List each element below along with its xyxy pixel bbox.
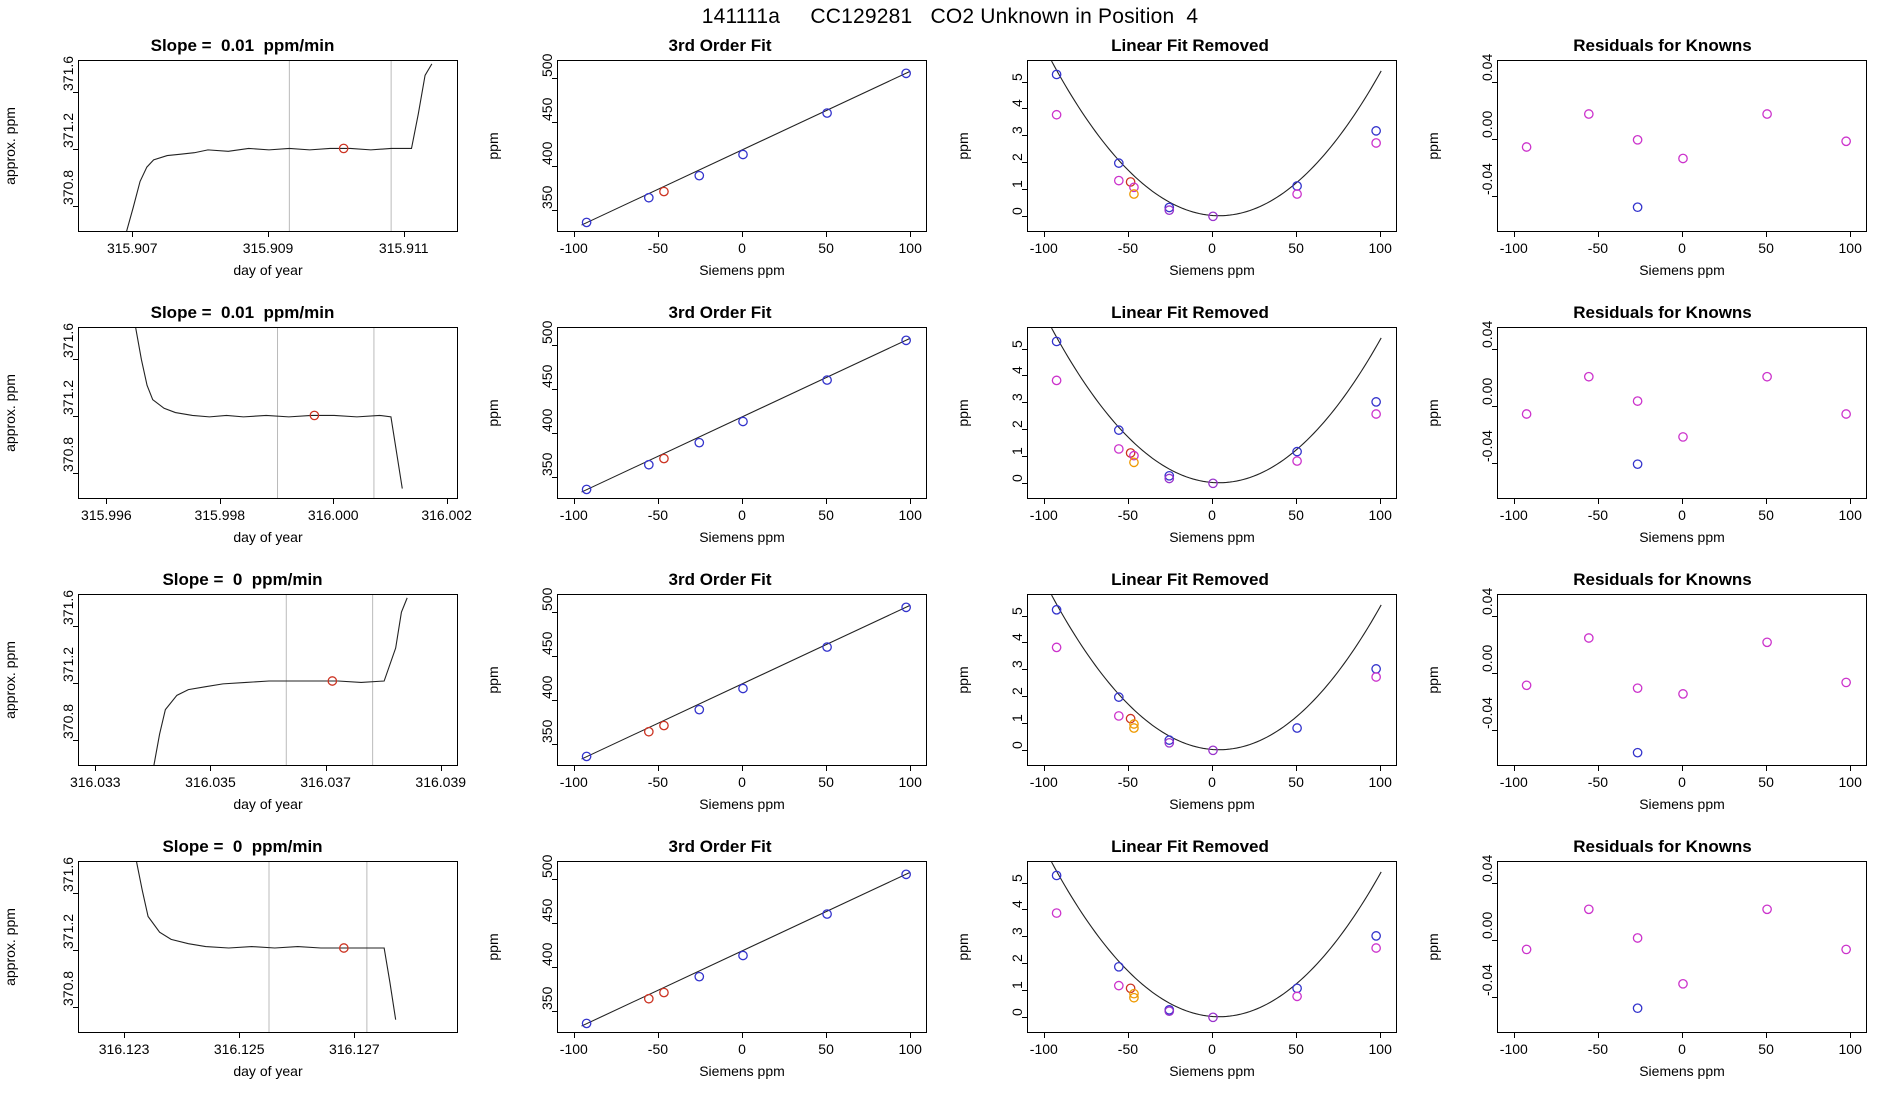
y-axis-label: approx. ppm xyxy=(2,374,18,452)
x-tick-label: -100 xyxy=(559,507,588,523)
x-tick-label: 0 xyxy=(738,774,746,790)
x-tick-mark xyxy=(1128,499,1129,504)
x-tick-mark xyxy=(1212,499,1213,504)
x-tick-label: -100 xyxy=(559,774,588,790)
x-tick-mark xyxy=(742,499,743,504)
plot-panel-time-trace: Slope = 0.01 ppm/min 315.996 315.998 316.000 316.002 370.8 371.2 371.6 day of year approx. ppm xyxy=(0,295,485,562)
x-tick-mark xyxy=(910,766,911,771)
panel-title: Residuals for Knowns xyxy=(1573,837,1752,856)
y-axis-label: ppm xyxy=(955,933,971,961)
x-tick-mark xyxy=(1598,766,1599,771)
x-tick-mark xyxy=(826,1033,827,1038)
y-tick-mark xyxy=(1022,909,1027,910)
y-tick-mark xyxy=(1492,349,1497,350)
plot-panel-third-order-fit: 3rd Order Fit -100 -50 0 50 100 350 400 450 500 Siemens ppm ppm xyxy=(485,295,955,562)
x-axis-label: day of year xyxy=(233,1063,303,1079)
x-tick-label: 50 xyxy=(1288,1041,1304,1057)
plot-area xyxy=(557,327,927,499)
panel-title: Residuals for Knowns xyxy=(1573,570,1752,589)
panel-title: Linear Fit Removed xyxy=(1111,303,1269,322)
x-tick-label: 316.037 xyxy=(300,774,351,790)
x-tick-mark xyxy=(1682,232,1683,237)
y-tick-mark xyxy=(1022,108,1027,109)
x-tick-mark xyxy=(1766,499,1767,504)
x-tick-label: 316.002 xyxy=(421,507,472,523)
x-tick-label: 50 xyxy=(1758,1041,1774,1057)
x-tick-label: 315.911 xyxy=(378,240,429,256)
y-tick-mark xyxy=(73,359,78,360)
x-tick-mark xyxy=(1598,232,1599,237)
y-tick-mark xyxy=(552,345,557,346)
x-tick-mark xyxy=(1598,499,1599,504)
x-tick-label: 315.998 xyxy=(194,507,246,523)
x-tick-mark xyxy=(826,499,827,504)
y-axis-label: approx. ppm xyxy=(2,908,18,986)
x-tick-label: -50 xyxy=(1587,240,1609,256)
y-tick-mark xyxy=(552,1011,557,1012)
x-tick-mark xyxy=(910,499,911,504)
y-tick-mark xyxy=(1022,963,1027,964)
x-axis-label: Siemens ppm xyxy=(699,1063,785,1079)
x-tick-label: -50 xyxy=(1117,240,1139,256)
x-tick-mark xyxy=(1044,766,1045,771)
x-tick-label: 100 xyxy=(898,774,922,790)
x-tick-label: 316.125 xyxy=(213,1041,265,1057)
plot-panel-residuals-for-knowns: Residuals for Knowns -100 -50 0 50 100 -0.04 0.00 0.04 Siemens ppm ppm xyxy=(1425,829,1900,1096)
x-tick-mark xyxy=(1850,766,1851,771)
x-tick-mark xyxy=(1380,1033,1381,1038)
x-tick-mark xyxy=(1380,766,1381,771)
y-tick-mark xyxy=(1492,997,1497,998)
x-tick-label: 0 xyxy=(1208,1041,1216,1057)
y-tick-mark xyxy=(1022,456,1027,457)
x-tick-label: 100 xyxy=(898,240,922,256)
y-axis-label: ppm xyxy=(1425,132,1441,160)
plot-panel-third-order-fit: 3rd Order Fit -100 -50 0 50 100 350 400 450 500 Siemens ppm ppm xyxy=(485,28,955,295)
x-tick-label: 50 xyxy=(1758,774,1774,790)
panel-title: Linear Fit Removed xyxy=(1111,837,1269,856)
y-axis-label: ppm xyxy=(955,132,971,160)
x-tick-mark xyxy=(1296,499,1297,504)
x-tick-mark xyxy=(95,766,96,771)
x-tick-mark xyxy=(1296,1033,1297,1038)
y-tick-mark xyxy=(1022,429,1027,430)
y-tick-mark xyxy=(1022,189,1027,190)
x-tick-label: 50 xyxy=(1288,774,1304,790)
x-tick-mark xyxy=(404,232,405,237)
y-tick-mark xyxy=(1022,162,1027,163)
y-axis-label: ppm xyxy=(955,399,971,427)
x-tick-mark xyxy=(1766,232,1767,237)
plot-area xyxy=(78,327,458,499)
x-tick-label: -100 xyxy=(1499,240,1528,256)
y-tick-mark xyxy=(1022,642,1027,643)
y-tick-mark xyxy=(1022,402,1027,403)
x-tick-label: -100 xyxy=(1029,240,1058,256)
panel-row xyxy=(0,295,1900,562)
y-tick-mark xyxy=(552,210,557,211)
y-tick-mark xyxy=(552,612,557,613)
plot-panel-linear-fit-removed: Linear Fit Removed -100 -50 0 50 100 0 1 2 3 4 5 Siemens ppm ppm xyxy=(955,562,1425,829)
x-tick-mark xyxy=(1682,499,1683,504)
x-tick-mark xyxy=(333,499,334,504)
x-tick-mark xyxy=(1598,1033,1599,1038)
x-tick-mark xyxy=(210,766,211,771)
x-axis-label: Siemens ppm xyxy=(699,262,785,278)
x-tick-mark xyxy=(1682,766,1683,771)
x-tick-label: -50 xyxy=(1117,774,1139,790)
plot-area xyxy=(78,60,458,232)
x-tick-mark xyxy=(1128,766,1129,771)
plot-panel-time-trace: Slope = 0.01 ppm/min 315.907 315.909 315.911 370.8 371.2 371.6 day of year approx. ppm xyxy=(0,28,485,295)
plot-panel-residuals-for-knowns: Residuals for Knowns -100 -50 0 50 100 -0.04 0.00 0.04 Siemens ppm ppm xyxy=(1425,295,1900,562)
x-tick-label: 0 xyxy=(738,240,746,256)
panel-title: 3rd Order Fit xyxy=(668,36,772,55)
y-tick-mark xyxy=(552,967,557,968)
y-tick-mark xyxy=(1022,483,1027,484)
plot-area xyxy=(557,60,927,232)
y-tick-mark xyxy=(1022,883,1027,884)
y-axis-label: ppm xyxy=(1425,933,1441,961)
x-tick-mark xyxy=(574,1033,575,1038)
panel-row xyxy=(0,28,1900,295)
plot-area xyxy=(1497,60,1867,232)
x-tick-label: 316.039 xyxy=(415,774,467,790)
x-tick-mark xyxy=(742,1033,743,1038)
y-axis-label: ppm xyxy=(485,933,501,961)
y-axis-label: ppm xyxy=(1425,399,1441,427)
x-tick-mark xyxy=(1296,766,1297,771)
x-tick-mark xyxy=(910,232,911,237)
panel-row xyxy=(0,562,1900,829)
x-tick-label: 0 xyxy=(738,507,746,523)
x-tick-mark xyxy=(268,232,269,237)
y-tick-mark xyxy=(1022,669,1027,670)
plot-area xyxy=(1027,594,1397,766)
plot-area xyxy=(78,594,458,766)
y-tick-mark xyxy=(1022,349,1027,350)
plot-panel-third-order-fit: 3rd Order Fit -100 -50 0 50 100 350 400 450 500 Siemens ppm ppm xyxy=(485,829,955,1096)
x-tick-label: 50 xyxy=(1758,240,1774,256)
y-tick-mark xyxy=(552,166,557,167)
x-tick-label: 50 xyxy=(818,240,834,256)
x-tick-label: 316.000 xyxy=(307,507,359,523)
y-tick-mark xyxy=(1022,750,1027,751)
plot-area xyxy=(1027,861,1397,1033)
x-tick-mark xyxy=(220,499,221,504)
y-tick-mark xyxy=(73,149,78,150)
x-tick-label: -50 xyxy=(647,240,669,256)
y-tick-mark xyxy=(73,416,78,417)
y-tick-mark xyxy=(1022,1017,1027,1018)
x-tick-label: 0 xyxy=(1678,1041,1686,1057)
x-tick-label: 100 xyxy=(1838,240,1862,256)
x-axis-label: Siemens ppm xyxy=(1169,1063,1255,1079)
x-tick-label: 315.907 xyxy=(106,240,158,256)
x-tick-mark xyxy=(574,766,575,771)
y-tick-mark xyxy=(1022,990,1027,991)
x-axis-label: day of year xyxy=(233,529,303,545)
y-tick-mark xyxy=(1022,135,1027,136)
x-tick-mark xyxy=(1766,1033,1767,1038)
plot-panel-third-order-fit: 3rd Order Fit -100 -50 0 50 100 350 400 450 500 Siemens ppm ppm xyxy=(485,562,955,829)
y-tick-mark xyxy=(1492,406,1497,407)
y-axis-label: approx. ppm xyxy=(2,641,18,719)
panel-title: Residuals for Knowns xyxy=(1573,303,1752,322)
page-title: 141111a CC129281 CO2 Unknown in Position 4 xyxy=(701,5,1199,28)
plot-panel-linear-fit-removed: Linear Fit Removed -100 -50 0 50 100 0 1 2 3 4 5 Siemens ppm ppm xyxy=(955,28,1425,295)
panel-title: Linear Fit Removed xyxy=(1111,36,1269,55)
y-tick-mark xyxy=(73,626,78,627)
x-tick-label: 316.123 xyxy=(98,1041,150,1057)
y-tick-mark xyxy=(1492,196,1497,197)
x-tick-mark xyxy=(1212,232,1213,237)
x-tick-label: 316.035 xyxy=(185,774,236,790)
y-tick-mark xyxy=(1022,723,1027,724)
y-tick-mark xyxy=(552,700,557,701)
x-tick-label: 315.996 xyxy=(81,507,132,523)
x-tick-label: -100 xyxy=(1499,1041,1528,1057)
x-tick-mark xyxy=(742,232,743,237)
y-tick-mark xyxy=(73,893,78,894)
y-tick-mark xyxy=(1022,696,1027,697)
plot-panel-residuals-for-knowns: Residuals for Knowns -100 -50 0 50 100 -0.04 0.00 0.04 Siemens ppm ppm xyxy=(1425,562,1900,829)
x-tick-label: 0 xyxy=(1208,240,1216,256)
y-tick-mark xyxy=(552,923,557,924)
y-tick-mark xyxy=(552,879,557,880)
x-tick-label: -100 xyxy=(1499,507,1528,523)
panel-title: Slope = 0 ppm/min xyxy=(162,570,323,589)
x-tick-label: 315.909 xyxy=(242,240,294,256)
x-tick-label: 100 xyxy=(898,507,922,523)
y-tick-mark xyxy=(1022,82,1027,83)
x-tick-label: 100 xyxy=(1838,507,1862,523)
y-axis-label: approx. ppm xyxy=(2,107,18,185)
x-tick-mark xyxy=(1682,1033,1683,1038)
x-tick-label: -50 xyxy=(647,1041,669,1057)
x-tick-mark xyxy=(574,232,575,237)
y-tick-mark xyxy=(552,744,557,745)
plot-area xyxy=(78,861,458,1033)
y-tick-mark xyxy=(1492,673,1497,674)
x-axis-label: Siemens ppm xyxy=(699,529,785,545)
plot-area xyxy=(1497,861,1867,1033)
x-axis-label: Siemens ppm xyxy=(1639,529,1725,545)
x-tick-mark xyxy=(1850,1033,1851,1038)
x-tick-mark xyxy=(1044,499,1045,504)
y-tick-mark xyxy=(552,389,557,390)
panel-title: Slope = 0.01 ppm/min xyxy=(150,36,335,55)
x-tick-label: 100 xyxy=(1368,240,1392,256)
plot-area xyxy=(1497,327,1867,499)
x-tick-mark xyxy=(447,499,448,504)
x-tick-mark xyxy=(1850,232,1851,237)
x-tick-label: -50 xyxy=(647,774,669,790)
x-tick-label: -100 xyxy=(1029,507,1058,523)
x-tick-label: 50 xyxy=(1288,507,1304,523)
x-axis-label: Siemens ppm xyxy=(1169,262,1255,278)
panel-row xyxy=(0,829,1900,1096)
x-axis-label: day of year xyxy=(233,262,303,278)
x-tick-mark xyxy=(1514,232,1515,237)
x-tick-label: -50 xyxy=(1117,507,1139,523)
y-tick-mark xyxy=(73,92,78,93)
x-tick-label: -100 xyxy=(1029,1041,1058,1057)
x-tick-mark xyxy=(124,1033,125,1038)
plot-panel-residuals-for-knowns: Residuals for Knowns -100 -50 0 50 100 -0.04 0.00 0.04 Siemens ppm ppm xyxy=(1425,28,1900,295)
x-tick-mark xyxy=(1044,232,1045,237)
y-tick-mark xyxy=(73,740,78,741)
x-axis-label: Siemens ppm xyxy=(1169,796,1255,812)
y-tick-mark xyxy=(73,206,78,207)
y-tick-mark xyxy=(1022,375,1027,376)
panel-title: Slope = 0 ppm/min xyxy=(162,837,323,856)
x-axis-label: Siemens ppm xyxy=(1169,529,1255,545)
x-tick-mark xyxy=(658,499,659,504)
x-axis-label: Siemens ppm xyxy=(1639,262,1725,278)
x-axis-label: Siemens ppm xyxy=(1639,1063,1725,1079)
y-tick-mark xyxy=(73,1007,78,1008)
x-tick-label: -50 xyxy=(1117,1041,1139,1057)
x-tick-label: 50 xyxy=(818,774,834,790)
plot-panel-time-trace: Slope = 0 ppm/min 316.123 316.125 316.127 370.8 371.2 371.6 day of year approx. ppm xyxy=(0,829,485,1096)
x-tick-mark xyxy=(354,1033,355,1038)
y-tick-mark xyxy=(552,122,557,123)
x-tick-label: -100 xyxy=(1499,774,1528,790)
x-tick-mark xyxy=(658,1033,659,1038)
y-tick-mark xyxy=(73,473,78,474)
x-tick-mark xyxy=(1514,1033,1515,1038)
x-tick-label: -100 xyxy=(1029,774,1058,790)
y-tick-mark xyxy=(73,683,78,684)
panel-grid xyxy=(0,28,1900,1098)
x-tick-mark xyxy=(826,232,827,237)
x-tick-mark xyxy=(826,766,827,771)
x-tick-mark xyxy=(1514,766,1515,771)
y-tick-mark xyxy=(1492,463,1497,464)
x-tick-label: 0 xyxy=(1208,774,1216,790)
x-tick-label: 50 xyxy=(1758,507,1774,523)
x-tick-label: 100 xyxy=(1368,774,1392,790)
y-tick-mark xyxy=(552,78,557,79)
y-axis-label: ppm xyxy=(1425,666,1441,694)
x-tick-mark xyxy=(132,232,133,237)
x-tick-label: -50 xyxy=(1587,507,1609,523)
x-tick-label: 100 xyxy=(1838,1041,1862,1057)
x-axis-label: day of year xyxy=(233,796,303,812)
x-tick-label: 100 xyxy=(1368,507,1392,523)
x-tick-mark xyxy=(1514,499,1515,504)
x-tick-mark xyxy=(1128,232,1129,237)
x-tick-label: 0 xyxy=(1678,507,1686,523)
plot-area xyxy=(557,861,927,1033)
x-tick-mark xyxy=(239,1033,240,1038)
x-axis-label: Siemens ppm xyxy=(1639,796,1725,812)
x-tick-mark xyxy=(1850,499,1851,504)
x-tick-label: 100 xyxy=(1838,774,1862,790)
x-tick-mark xyxy=(1380,499,1381,504)
panel-title: 3rd Order Fit xyxy=(668,837,772,856)
x-tick-label: 0 xyxy=(1208,507,1216,523)
panel-title: Slope = 0.01 ppm/min xyxy=(150,303,335,322)
x-tick-label: -100 xyxy=(559,1041,588,1057)
panel-title: Residuals for Knowns xyxy=(1573,36,1752,55)
plot-area xyxy=(1027,60,1397,232)
x-tick-mark xyxy=(1296,232,1297,237)
x-tick-mark xyxy=(106,499,107,504)
y-tick-mark xyxy=(552,433,557,434)
plot-area xyxy=(1497,594,1867,766)
x-tick-mark xyxy=(441,766,442,771)
x-tick-mark xyxy=(1044,1033,1045,1038)
y-tick-mark xyxy=(552,477,557,478)
x-tick-label: 50 xyxy=(818,1041,834,1057)
x-tick-mark xyxy=(658,232,659,237)
x-tick-mark xyxy=(1212,766,1213,771)
y-tick-mark xyxy=(1492,139,1497,140)
y-axis-label: ppm xyxy=(485,666,501,694)
x-tick-label: 0 xyxy=(1678,774,1686,790)
x-axis-label: Siemens ppm xyxy=(699,796,785,812)
x-tick-mark xyxy=(1766,766,1767,771)
panel-title: 3rd Order Fit xyxy=(668,570,772,589)
x-tick-mark xyxy=(658,766,659,771)
x-tick-mark xyxy=(742,766,743,771)
plot-area xyxy=(557,594,927,766)
y-tick-mark xyxy=(1022,216,1027,217)
plot-area xyxy=(1027,327,1397,499)
y-tick-mark xyxy=(1492,616,1497,617)
x-tick-label: -50 xyxy=(1587,1041,1609,1057)
x-tick-label: 316.033 xyxy=(69,774,121,790)
plot-panel-linear-fit-removed: Linear Fit Removed -100 -50 0 50 100 0 1 2 3 4 5 Siemens ppm ppm xyxy=(955,829,1425,1096)
x-tick-label: 0 xyxy=(1678,240,1686,256)
x-tick-label: -50 xyxy=(1587,774,1609,790)
x-tick-label: 100 xyxy=(1368,1041,1392,1057)
x-tick-mark xyxy=(910,1033,911,1038)
y-tick-mark xyxy=(1022,936,1027,937)
plot-panel-linear-fit-removed: Linear Fit Removed -100 -50 0 50 100 0 1 2 3 4 5 Siemens ppm ppm xyxy=(955,295,1425,562)
y-tick-mark xyxy=(73,950,78,951)
y-tick-mark xyxy=(1022,616,1027,617)
x-tick-mark xyxy=(1128,1033,1129,1038)
x-tick-mark xyxy=(326,766,327,771)
x-tick-label: 50 xyxy=(818,507,834,523)
x-tick-label: -50 xyxy=(647,507,669,523)
x-tick-mark xyxy=(574,499,575,504)
plot-panel-time-trace: Slope = 0 ppm/min 316.033 316.035 316.037 316.039 370.8 371.2 371.6 day of year approx. ppm xyxy=(0,562,485,829)
y-tick-mark xyxy=(1492,940,1497,941)
x-tick-label: 50 xyxy=(1288,240,1304,256)
x-tick-mark xyxy=(1212,1033,1213,1038)
y-axis-label: ppm xyxy=(955,666,971,694)
panel-title: 3rd Order Fit xyxy=(668,303,772,322)
y-axis-label: ppm xyxy=(485,399,501,427)
y-tick-mark xyxy=(1492,883,1497,884)
x-tick-mark xyxy=(1380,232,1381,237)
x-tick-label: 100 xyxy=(898,1041,922,1057)
y-tick-mark xyxy=(1492,82,1497,83)
y-axis-label: ppm xyxy=(485,132,501,160)
y-tick-mark xyxy=(1492,730,1497,731)
x-tick-label: 316.127 xyxy=(329,1041,380,1057)
x-tick-label: -100 xyxy=(559,240,588,256)
x-tick-label: 0 xyxy=(738,1041,746,1057)
panel-title: Linear Fit Removed xyxy=(1111,570,1269,589)
y-tick-mark xyxy=(552,656,557,657)
